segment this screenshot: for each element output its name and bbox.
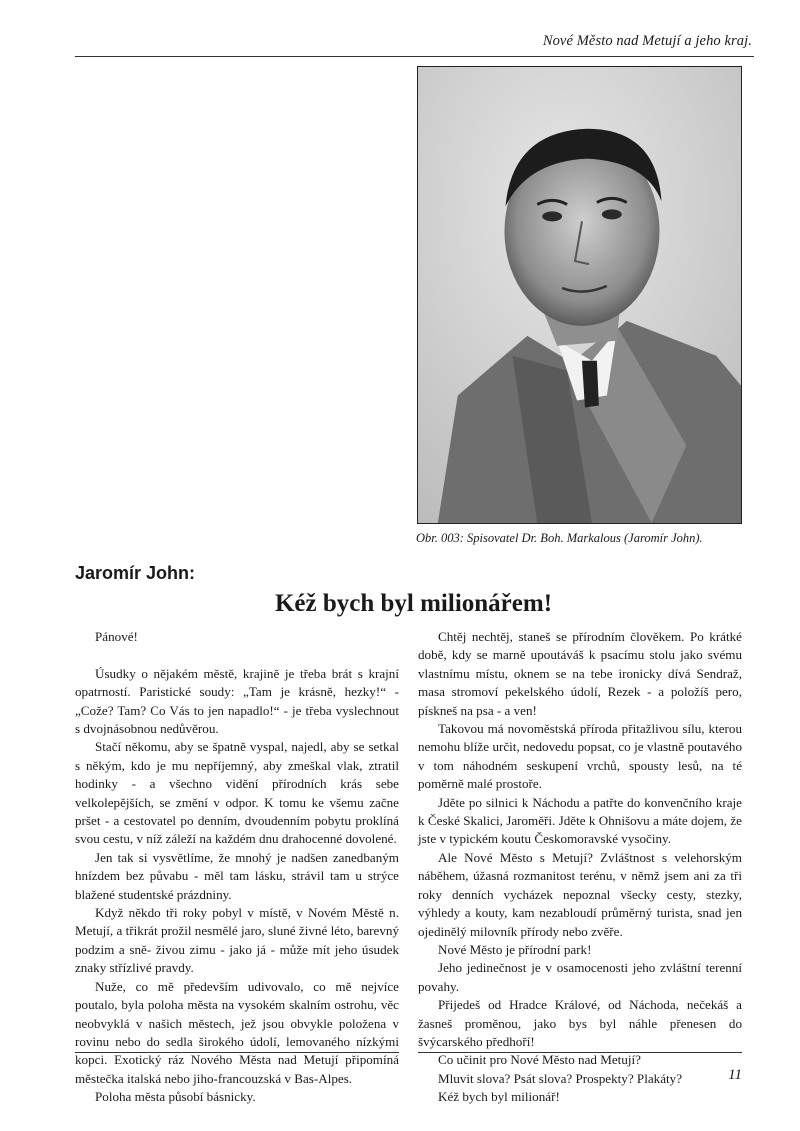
paragraph: Přijedeš od Hradce Králové, od Náchoda, nečekáš a žasneš proměnou, jako bys byl náhle přenesen do švýcarského předhoří! (418, 997, 742, 1049)
portrait-image (418, 67, 741, 523)
right-column (418, 628, 742, 1107)
paragraph: Mluvit slova? Psát slova? Prospekty? Plakáty? (438, 1070, 683, 1086)
paragraph: Jděte po silnici k Náchodu a patřte do konvenčního kraje k České Skalici, Jaroměři. Jděte k Ohnišovu a máte dojem, že jste v typickém koutu Českomoravské vysočiny. (418, 794, 742, 847)
paragraph: Úsudky o nějakém městě, krajině je třeba brát s krajní opatrností. Paristické soudy: „Tam je krásně, hezky!“ - „Cože? Tam? Co Vás to jen napadlo!“ - je třeba vyslechnout s dvojnásobnou nedůvěrou. (75, 665, 399, 737)
paragraph: Stačí někomu, aby se špatně vyspal, najedl, aby se setkal s někým, kdo je mu nepříjemný, aby zmeškal vlak, ztratil hodinky - a všechno vidění přírodních krás sebe velkolepějších, se změní v odpor. K tomu ke všemu začne pršet - a cestovatel po denním, dvoudenním pobytu proklíná svou cestu, v níž záleží na každém dnu drahocenné dovolené. (75, 739, 399, 847)
paragraph: Chtěj nechtěj, staneš se přírodním člověkem. Po krátké době, kdy se marně upoutáváš k psacímu stolu jako svému vlastnímu místu, oknem se na tebe ironicky dívá Sendraž, masa stromoví pekelského údolí, Rezek - a položíš pero, pískneš na psa - a ven! (418, 629, 742, 718)
column-end-rule-left (75, 1052, 399, 1053)
running-head: Nové Město nad Metují a jeho kraj. (542, 33, 752, 49)
page-number: 11 (728, 1067, 742, 1083)
column-end-rule-right (418, 1052, 742, 1053)
paragraph: Poloha města působí básnicky. (95, 1089, 256, 1105)
paragraph: Kéž bych byl milionář! (438, 1089, 560, 1105)
paragraph: Jeho jedinečnost je v osamocenosti jeho zvláštní terenní povahy. (418, 960, 742, 994)
paragraph: Pánové! (95, 629, 138, 644)
author-name: Jaromír John: (75, 563, 196, 583)
header-rule (75, 56, 754, 57)
paragraph: Ale Nové Město s Metují? Zvláštnost s velehorským náběhem, úžasná rozmanitost terénu, v němž jsem ani za tři roky denních vycházek nepoznal všecky cesty, stezky, výhledy a kouty, kam nezabloudí průměrný turista, snad jen ojedinělý milovník přírody nebo zvěře. (418, 849, 742, 939)
figure-caption: Obr. 003: Spisovatel Dr. Boh. Markalous (Jaromír John). (416, 531, 703, 545)
paragraph: Co učinit pro Nové Město nad Metují? (438, 1052, 641, 1068)
paragraph: Nuže, co mě především udivovalo, co mě nejvíce poutalo, byla poloha města na vysokém skalním ostrohu, věc neobvyklá v našich městech, jež jsou obvykle položena v rovinu nebo do sedla širokého údolí, lemovaného nízkými kopci. Exotický ráz Nového Města nad Metují připomíná městečka italská nebo jiho-francouzská v Bas-Alpes. (75, 978, 399, 1086)
paragraph: Nové Město je přírodní park! (438, 941, 592, 957)
paragraph: Když někdo tři roky pobyl v místě, v Novém Městě n. Metují, a třikrát prožil nesmělé jaro, sluné živné léto, barevný podzim a sně- živou zimu - jako já - může mít jeho úsudek znaky střízlivé pravdy. (75, 905, 399, 976)
article-title: Kéž bych byl milionářem! (274, 590, 553, 617)
paragraph: Takovou má novoměstská příroda přitažlivou sílu, kterou nemohu blíže určit, nedovedu popsat, co je vlastně poutavého v tom náhodném seskupení vrchů, spousty lesů, na té poměrně malé prostoře. (418, 721, 742, 792)
portrait-photo (417, 66, 742, 524)
left-column (75, 628, 399, 1107)
paragraph: Jen tak si vysvětlíme, že mnohý je nadšen zanedbaným hnízdem bez půvabu - měl tam lásku, strávil tam u strýce blažené studentské prázdniny. (75, 849, 399, 902)
